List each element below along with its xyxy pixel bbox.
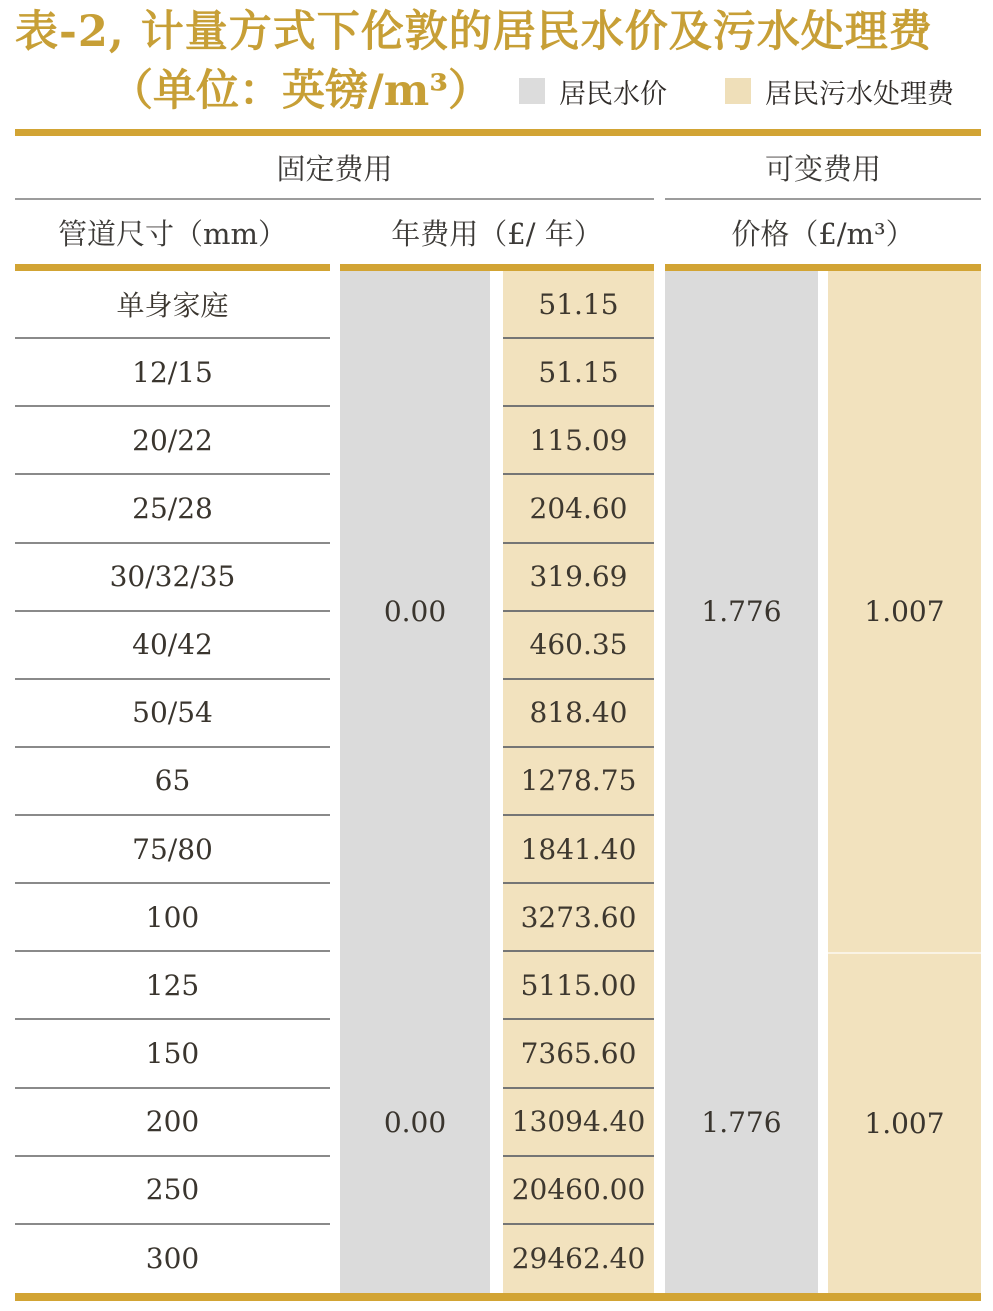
- annual-fee-cell: 1278.75: [503, 748, 654, 816]
- annual-fee-cell: 7365.60: [503, 1020, 654, 1088]
- sewage-price-group2: 1.007: [828, 952, 981, 1293]
- water-price-column: [665, 271, 818, 1293]
- pipe-size-row-label: 12/15: [15, 339, 330, 407]
- water-price-group2: 1.776: [701, 1106, 782, 1140]
- fixed-annual-fee-column: [340, 271, 490, 1293]
- cap-bar-pipe-size: [15, 264, 330, 271]
- sewage-price-group1: 1.007: [864, 595, 945, 629]
- pipe-size-row-label: 40/42: [15, 612, 330, 680]
- legend-label-sewage: 居民污水处理费: [765, 78, 955, 110]
- table-column-header-row: [15, 200, 981, 264]
- table-bottom-bar: [15, 1293, 981, 1301]
- annual-fee-cell: 5115.00: [503, 952, 654, 1020]
- column-cap-bars: [15, 264, 981, 271]
- group-header-fixed-costs: 固定费用: [15, 136, 654, 200]
- pipe-size-row-label: 单身家庭: [15, 271, 330, 339]
- annual-fee-cell: 20460.00: [503, 1157, 654, 1225]
- group-header-variable-costs: 可变费用: [665, 136, 981, 200]
- figure-title-line1: 表-2, 计量方式下伦敦的居民水价及污水处理费: [15, 7, 933, 57]
- pipe-size-row-label: 30/32/35: [15, 544, 330, 612]
- pipe-size-row-label: 100: [15, 884, 330, 952]
- figure-title-unit: （单位：英镑/m³）: [110, 66, 492, 116]
- table-body: [15, 271, 981, 1293]
- cap-bar-annual-fee: [340, 264, 654, 271]
- annual-fee-cell: 115.09: [503, 407, 654, 475]
- pipe-size-row-label: 75/80: [15, 816, 330, 884]
- legend-item-sewage: [725, 72, 954, 111]
- sewage-fee-swatch-icon: [725, 78, 751, 104]
- legend-label-water: 居民水价: [559, 78, 668, 110]
- pipe-size-row-label: 65: [15, 748, 330, 816]
- annual-fee-cell: 1841.40: [503, 816, 654, 884]
- fixed-annual-fee-group1: 0.00: [383, 595, 447, 629]
- annual-fee-cell: 51.15: [503, 339, 654, 407]
- legend-item-water: [519, 72, 667, 111]
- pipe-size-row-label: 25/28: [15, 475, 330, 543]
- pipe-size-row-label: 20/22: [15, 407, 330, 475]
- annual-fee-cell: 13094.40: [503, 1089, 654, 1157]
- pipe-size-row-label: 200: [15, 1089, 330, 1157]
- sewage-price-column: [828, 271, 981, 1293]
- title-divider-bar: [15, 129, 981, 136]
- annual-fee-cell: 204.60: [503, 475, 654, 543]
- annual-fee-cell: 3273.60: [503, 884, 654, 952]
- pipe-size-row-label: 300: [15, 1225, 330, 1293]
- annual-fee-cell: 818.40: [503, 680, 654, 748]
- water-price-group1: 1.776: [701, 595, 782, 629]
- column-header-annual-fee: 年费用（£/ 年）: [391, 216, 603, 251]
- pipe-size-row-label: 125: [15, 952, 330, 1020]
- pipe-size-row-label: 50/54: [15, 680, 330, 748]
- annual-fee-cell: 29462.40: [503, 1225, 654, 1293]
- water-price-swatch-icon: [519, 78, 545, 104]
- pipe-size-row-label: 150: [15, 1020, 330, 1088]
- legend: [519, 72, 954, 111]
- table-group-header-row: [15, 136, 981, 200]
- pipe-size-row-label: 250: [15, 1157, 330, 1225]
- annual-fee-cell: 51.15: [503, 271, 654, 339]
- annual-fee-cell: 319.69: [503, 544, 654, 612]
- column-header-pipe-size: 管道尺寸（mm）: [58, 216, 287, 251]
- title-legend-row: [15, 62, 981, 120]
- column-header-price: 价格（£/m³）: [731, 216, 915, 251]
- annual-fee-cell: 460.35: [503, 612, 654, 680]
- cap-bar-price: [665, 264, 981, 271]
- fixed-annual-fee-group2: 0.00: [383, 1106, 447, 1140]
